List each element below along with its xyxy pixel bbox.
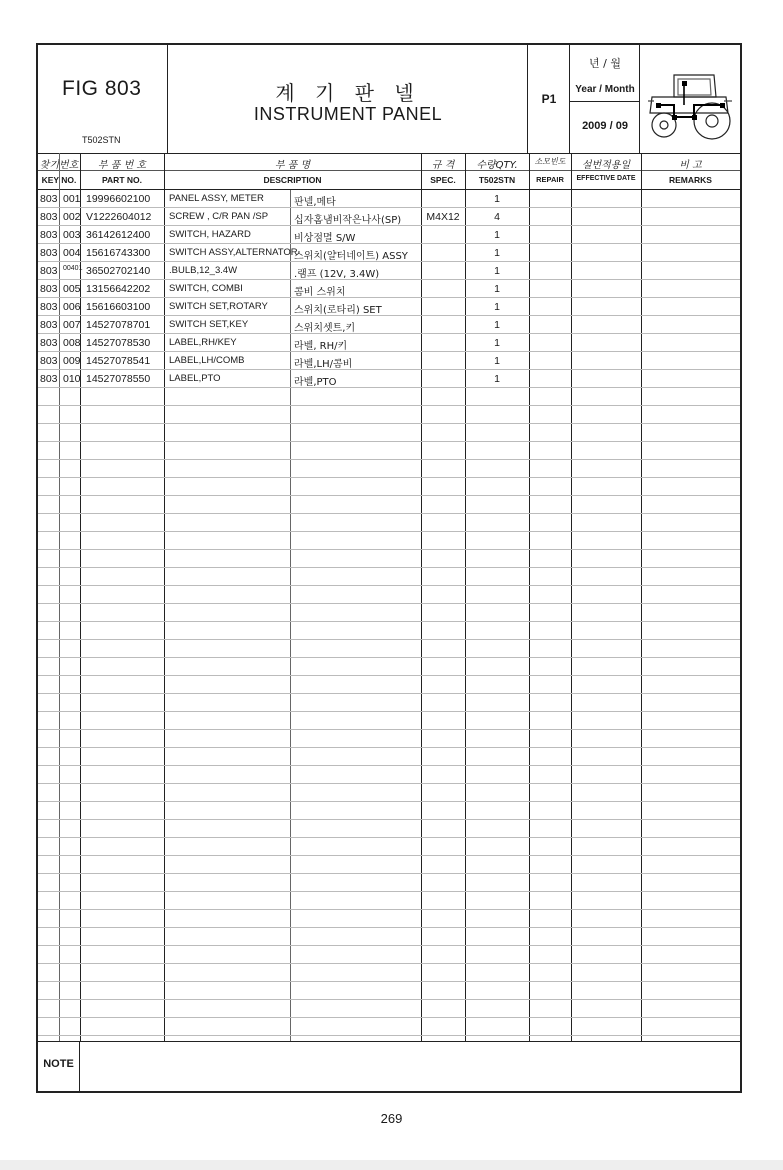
empty-table-row	[38, 1018, 740, 1036]
effective-date-header: EFFECTIVE DATE	[576, 175, 636, 182]
empty-table-row	[38, 622, 740, 640]
description-korean: 콤비 스위치	[294, 287, 346, 298]
note-section	[38, 1041, 740, 1092]
empty-table-row	[38, 658, 740, 676]
empty-table-row	[38, 586, 740, 604]
empty-table-row	[38, 424, 740, 442]
key-number-item: 002	[63, 211, 81, 223]
quantity-value: 1	[494, 337, 500, 349]
description-english: SWITCH, HAZARD	[169, 229, 251, 240]
key-number-group: 803	[40, 337, 58, 349]
repair-header-korean: 소모빈도	[534, 157, 566, 166]
empty-table-row	[38, 532, 740, 550]
part-number: 13156642202	[86, 283, 151, 295]
empty-table-row	[38, 856, 740, 874]
empty-table-row	[38, 1000, 740, 1018]
key-number-group: 803	[40, 355, 58, 367]
effective-date-header-korean: 설번적용일	[581, 160, 631, 171]
empty-table-row	[38, 550, 740, 568]
table-row	[38, 280, 740, 298]
description-header: DESCRIPTION	[263, 175, 322, 185]
description-korean: 비상점멸 S/W	[294, 233, 356, 244]
figure-number: FIG 803	[62, 77, 142, 100]
table-row	[38, 370, 740, 388]
table-row	[38, 262, 740, 280]
empty-table-row	[38, 388, 740, 406]
quantity-value: 1	[494, 229, 500, 241]
empty-table-row	[38, 514, 740, 532]
table-row	[38, 298, 740, 316]
empty-table-row	[38, 730, 740, 748]
description-english: SWITCH SET,KEY	[169, 319, 249, 330]
empty-table-row	[38, 838, 740, 856]
parts-sheet	[36, 43, 742, 1093]
part-number: 15616603100	[86, 301, 151, 313]
empty-table-row	[38, 892, 740, 910]
quantity-value: 1	[494, 373, 500, 385]
spec-value: M4X12	[426, 211, 460, 223]
spec-header-korean: 규 격	[431, 160, 455, 171]
date-cell	[570, 45, 640, 153]
title-cell	[168, 45, 528, 153]
empty-table-row	[38, 640, 740, 658]
part-number: 15616743300	[86, 247, 151, 259]
description-korean: 스위치(로타리) SET	[294, 305, 382, 316]
empty-table-row	[38, 982, 740, 1000]
empty-table-row	[38, 478, 740, 496]
key-number-group: 803	[40, 211, 58, 223]
key-no-header: KEY NO.	[41, 175, 77, 185]
key-number-group: 803	[40, 373, 58, 385]
year-month-label-korean: 년 / 월	[589, 57, 621, 70]
remarks-header-korean: 비 고	[679, 160, 702, 171]
empty-table-row	[38, 802, 740, 820]
key-number-group: 803	[40, 229, 58, 241]
empty-table-row	[38, 874, 740, 892]
empty-table-row	[38, 406, 740, 424]
date-divider	[570, 101, 640, 102]
description-english: .BULB,12_3.4W	[169, 265, 238, 276]
note-label: NOTE	[38, 1042, 80, 1092]
quantity-value: 1	[494, 193, 500, 205]
part-number: 14527078530	[86, 337, 151, 349]
key-number-group: 803	[40, 283, 58, 295]
key-number-item: 001	[63, 193, 81, 205]
part-number: 19996602100	[86, 193, 151, 205]
quantity-value: 1	[494, 319, 500, 331]
qty-header-korean: 수량QTY.	[476, 160, 518, 171]
part-number: 14527078541	[86, 355, 151, 367]
description-korean: 스위치(얄터네이트) ASSY	[294, 251, 408, 262]
empty-table-row	[38, 568, 740, 586]
key-number-item: 007	[63, 319, 81, 331]
page-number: 269	[380, 1111, 403, 1126]
title-korean: 계 기 판 넬	[275, 81, 421, 105]
key-number-item: 004	[63, 247, 81, 259]
part-number: 14527078550	[86, 373, 151, 385]
description-korean: .램프 (12V, 3.4W)	[294, 269, 380, 280]
key-number-item: 003	[63, 229, 81, 241]
empty-table-row	[38, 766, 740, 784]
key-number-item: 010	[63, 373, 81, 385]
sheet-header	[38, 45, 740, 154]
key-number-item: 00401	[63, 265, 83, 272]
key-no-header-korean: 찾기번호	[39, 160, 79, 171]
table-row	[38, 190, 740, 208]
year-month-value: 2009 / 09	[582, 120, 628, 132]
description-english: SWITCH SET,ROTARY	[169, 301, 268, 312]
quantity-value: 1	[494, 283, 500, 295]
page-cell	[528, 45, 570, 153]
qty-header: T502STN	[478, 175, 516, 185]
key-number-item: 008	[63, 337, 81, 349]
table-row	[38, 352, 740, 370]
column-header-row	[38, 153, 740, 190]
key-number-item: 006	[63, 301, 81, 313]
key-number-item: 009	[63, 355, 81, 367]
table-row	[38, 334, 740, 352]
quantity-value: 1	[494, 247, 500, 259]
quantity-value: 4	[494, 211, 500, 223]
quantity-value: 1	[494, 265, 500, 277]
description-header-korean: 부 품 명	[274, 160, 311, 171]
description-korean: 라벨,LH/콤비	[294, 359, 353, 370]
table-row	[38, 244, 740, 262]
year-month-label: Year / Month	[575, 84, 635, 95]
quantity-value: 1	[494, 301, 500, 313]
key-number-group: 803	[40, 193, 58, 205]
empty-table-row	[38, 496, 740, 514]
key-number-group: 803	[40, 301, 58, 313]
description-korean: 스위치셋트,키	[294, 323, 356, 334]
empty-table-row	[38, 604, 740, 622]
part-number: 36142612400	[86, 229, 151, 241]
description-korean: 라벨,PTO	[294, 377, 337, 388]
tractor-diagram-icon	[644, 53, 736, 145]
key-number-group: 803	[40, 319, 58, 331]
sheet-page-number: P1	[541, 92, 557, 106]
description-english: SWITCH, COMBI	[169, 283, 243, 294]
description-english: LABEL,PTO	[169, 373, 221, 384]
table-row	[38, 316, 740, 334]
empty-table-row	[38, 820, 740, 838]
description-english: SCREW , C/R PAN /SP	[169, 211, 269, 222]
description-korean: 십자홈냄비작은나사(SP)	[294, 215, 402, 226]
part-number: 14527078701	[86, 319, 151, 331]
part-number: 36502702140	[86, 265, 151, 277]
empty-table-row	[38, 460, 740, 478]
part-no-header-korean: 부 품 번 호	[97, 160, 147, 171]
remarks-header: REMARKS	[669, 175, 712, 185]
part-number: V1222604012	[86, 211, 152, 223]
empty-table-row	[38, 910, 740, 928]
empty-table-row	[38, 712, 740, 730]
empty-table-row	[38, 694, 740, 712]
empty-table-row	[38, 928, 740, 946]
key-number-group: 803	[40, 265, 58, 277]
paper-edge	[0, 1160, 783, 1170]
spec-header: SPEC.	[430, 175, 456, 185]
empty-table-row	[38, 946, 740, 964]
model-code: T502STN	[82, 135, 121, 145]
part-no-header: PART NO.	[102, 175, 142, 185]
description-english: LABEL,RH/KEY	[169, 337, 237, 348]
key-number-item: 005	[63, 283, 81, 295]
description-english: LABEL,LH/COMB	[169, 355, 245, 366]
table-row	[38, 208, 740, 226]
repair-header: REPAIR	[536, 175, 564, 184]
description-korean: 판넬,메타	[294, 197, 336, 208]
description-english: PANEL ASSY, METER	[169, 193, 264, 204]
empty-table-row	[38, 748, 740, 766]
description-english: SWITCH ASSY,ALTERNATOR	[169, 247, 298, 258]
description-korean: 라벨, RH/키	[294, 341, 348, 352]
table-row	[38, 226, 740, 244]
title-english: INSTRUMENT PANEL	[253, 104, 443, 124]
quantity-value: 1	[494, 355, 500, 367]
figure-cell	[38, 45, 168, 153]
empty-table-row	[38, 442, 740, 460]
empty-table-row	[38, 784, 740, 802]
illustration-cell	[640, 45, 740, 153]
key-number-group: 803	[40, 247, 58, 259]
empty-table-row	[38, 676, 740, 694]
empty-table-row	[38, 964, 740, 982]
